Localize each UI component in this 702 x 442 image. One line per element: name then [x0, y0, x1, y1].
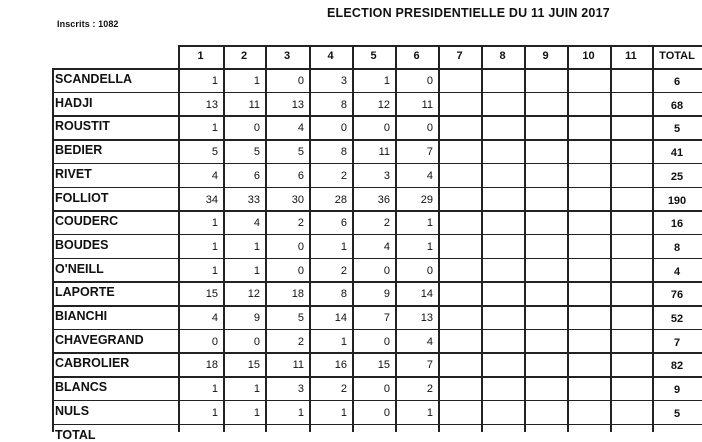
vote-count: 1	[253, 383, 260, 396]
grid-line-vertical	[567, 45, 569, 432]
vote-count: 13	[420, 312, 433, 324]
vote-count: 9	[253, 312, 260, 324]
vote-count: 2	[340, 264, 347, 277]
vote-count: 4	[253, 217, 260, 230]
vote-count: 18	[291, 288, 304, 301]
vote-count: 14	[334, 312, 347, 324]
row-total: 68	[670, 99, 684, 112]
vote-count: 1	[253, 240, 260, 253]
candidate-name: HADJI	[55, 95, 93, 110]
vote-count: 0	[253, 335, 260, 348]
candidate-name: LAPORTE	[55, 285, 115, 300]
column-header: 9	[542, 50, 549, 62]
vote-count: 1	[211, 217, 218, 230]
grid-line-horizontal	[52, 234, 702, 236]
column-header: TOTAL	[659, 50, 695, 62]
grid-line-horizontal	[52, 139, 702, 141]
vote-count: 6	[253, 169, 260, 182]
vote-count: 1	[340, 335, 347, 348]
vote-count: 15	[377, 359, 390, 372]
vote-count: 0	[383, 335, 390, 348]
vote-count: 5	[297, 312, 304, 324]
vote-count: 8	[340, 146, 347, 159]
page-title: ELECTION PRESIDENTIELLE DU 11 JUIN 2017	[327, 6, 610, 20]
grid-line-vertical	[481, 45, 483, 432]
column-header: 10	[582, 50, 595, 62]
row-total: 7	[673, 336, 681, 349]
vote-count: 0	[383, 122, 390, 135]
vote-count: 6	[340, 217, 347, 230]
vote-count: 1	[211, 406, 218, 419]
vote-count: 13	[291, 98, 304, 111]
vote-count: 0	[297, 75, 304, 87]
vote-count: 2	[383, 217, 390, 230]
vote-count: 11	[378, 146, 390, 159]
vote-count: 29	[420, 193, 433, 206]
candidate-name: BIANCHI	[55, 309, 108, 323]
vote-count: 11	[292, 359, 304, 372]
candidate-name: BLANCS	[55, 380, 108, 395]
candidate-name: BEDIER	[55, 143, 103, 158]
vote-count: 3	[340, 75, 347, 87]
vote-count: 1	[253, 75, 260, 87]
candidate-name: RIVET	[55, 166, 92, 181]
row-total: 82	[670, 360, 684, 373]
vote-count: 0	[297, 240, 304, 253]
column-header: 2	[240, 50, 248, 62]
candidate-name: COUDERC	[55, 214, 119, 229]
grid-line-horizontal	[52, 305, 702, 307]
row-total: 8	[673, 241, 681, 254]
column-header: 6	[413, 50, 420, 62]
column-header: 5	[370, 50, 377, 62]
vote-count: 30	[291, 193, 304, 206]
vote-count: 0	[426, 122, 433, 135]
grid-line-horizontal	[52, 68, 702, 70]
vote-count: 6	[297, 169, 304, 182]
vote-count: 0	[426, 75, 433, 87]
vote-count: 1	[211, 122, 218, 135]
vote-count: 9	[383, 288, 390, 301]
total-row-label: TOTAL	[55, 427, 96, 442]
row-total: 190	[667, 194, 687, 207]
candidate-name: O'NEILL	[55, 261, 104, 276]
vote-count: 1	[211, 383, 218, 396]
row-total: 41	[670, 147, 684, 160]
grid-line-horizontal	[52, 400, 702, 402]
column-header: 8	[499, 50, 506, 62]
vote-count: 1	[211, 75, 218, 87]
vote-count: 5	[297, 146, 304, 159]
vote-count: 16	[334, 359, 347, 372]
vote-count: 0	[340, 122, 347, 135]
vote-count: 3	[297, 383, 304, 396]
vote-count: 0	[383, 383, 390, 396]
vote-count: 0	[426, 264, 433, 277]
candidate-name: ROUSTIT	[55, 119, 110, 134]
grid-line-horizontal	[52, 210, 702, 212]
row-total: 76	[670, 289, 684, 302]
vote-count: 4	[426, 335, 433, 348]
column-header: 3	[283, 50, 291, 62]
candidate-name: CHAVEGRAND	[55, 332, 144, 347]
vote-count: 15	[247, 359, 260, 372]
candidate-name: CABROLIER	[55, 356, 130, 371]
vote-count: 12	[247, 288, 260, 301]
vote-count: 1	[426, 240, 433, 253]
vote-count: 1	[253, 264, 260, 277]
vote-count: 1	[211, 240, 218, 253]
vote-count: 1	[211, 264, 218, 277]
vote-count: 2	[426, 383, 433, 396]
grid-line-horizontal	[52, 352, 702, 354]
vote-count: 7	[383, 312, 390, 324]
row-total: 52	[670, 313, 684, 325]
vote-count: 2	[340, 383, 347, 396]
grid-line-horizontal	[52, 115, 702, 117]
vote-count: 0	[297, 264, 304, 277]
vote-count: 15	[205, 288, 218, 301]
vote-count: 1	[383, 75, 390, 87]
row-total: 5	[673, 407, 681, 420]
vote-count: 8	[340, 288, 347, 301]
vote-count: 0	[253, 122, 260, 135]
row-total: 5	[673, 123, 681, 136]
vote-count: 28	[334, 193, 347, 206]
vote-count: 2	[297, 217, 304, 230]
grid-line-horizontal	[52, 424, 702, 426]
row-total: 4	[673, 265, 681, 278]
grid-line-vertical	[610, 45, 612, 432]
candidate-name: NULS	[55, 403, 90, 418]
column-header: 11	[625, 50, 637, 62]
grid-line-horizontal	[52, 258, 702, 260]
vote-count: 8	[340, 98, 347, 111]
candidate-name: FOLLIOT	[55, 190, 109, 205]
vote-count: 0	[211, 335, 218, 348]
vote-count: 4	[211, 169, 218, 182]
vote-count: 11	[421, 98, 433, 111]
vote-count: 5	[211, 146, 218, 159]
vote-count: 1	[426, 406, 433, 419]
vote-count: 12	[377, 98, 390, 111]
vote-count: 4	[383, 240, 390, 253]
column-header: 4	[327, 50, 334, 62]
vote-count: 1	[340, 240, 347, 253]
column-header: 1	[197, 50, 204, 62]
grid-line-horizontal	[52, 163, 702, 165]
vote-count: 1	[340, 406, 347, 419]
vote-count: 2	[297, 335, 304, 348]
vote-count: 1	[253, 406, 260, 419]
vote-count: 4	[211, 312, 218, 324]
row-total: 6	[673, 76, 681, 88]
vote-count: 14	[420, 288, 433, 301]
vote-count: 4	[297, 122, 304, 135]
vote-count: 18	[205, 359, 218, 372]
row-total: 16	[670, 218, 684, 231]
vote-count: 1	[426, 217, 433, 230]
vote-count: 1	[297, 406, 304, 419]
candidate-name: SCANDELLA	[55, 72, 133, 86]
grid-line-vertical	[438, 45, 440, 432]
vote-count: 0	[383, 264, 390, 277]
grid-line-horizontal	[52, 281, 702, 283]
vote-count: 5	[253, 146, 260, 159]
vote-count: 2	[340, 169, 347, 182]
vote-count: 3	[383, 169, 390, 182]
candidate-name: BOUDES	[55, 237, 109, 252]
row-total: 9	[673, 384, 681, 397]
grid-line-horizontal	[52, 92, 702, 94]
vote-count: 7	[426, 146, 433, 159]
column-header: 7	[456, 50, 463, 62]
vote-count: 4	[426, 169, 433, 182]
inscrits-count: Inscrits : 1082	[57, 19, 119, 29]
grid-line-horizontal	[52, 187, 702, 189]
row-total: 25	[670, 170, 684, 183]
vote-count: 7	[426, 359, 433, 372]
vote-count: 33	[247, 193, 260, 206]
grid-line-horizontal	[52, 376, 702, 378]
grid-line-vertical	[524, 45, 526, 432]
vote-count: 0	[383, 406, 390, 419]
vote-count: 34	[205, 193, 218, 206]
vote-count: 13	[205, 98, 218, 111]
grid-line-horizontal	[52, 329, 702, 331]
vote-count: 36	[377, 193, 390, 206]
vote-count: 11	[248, 98, 260, 111]
